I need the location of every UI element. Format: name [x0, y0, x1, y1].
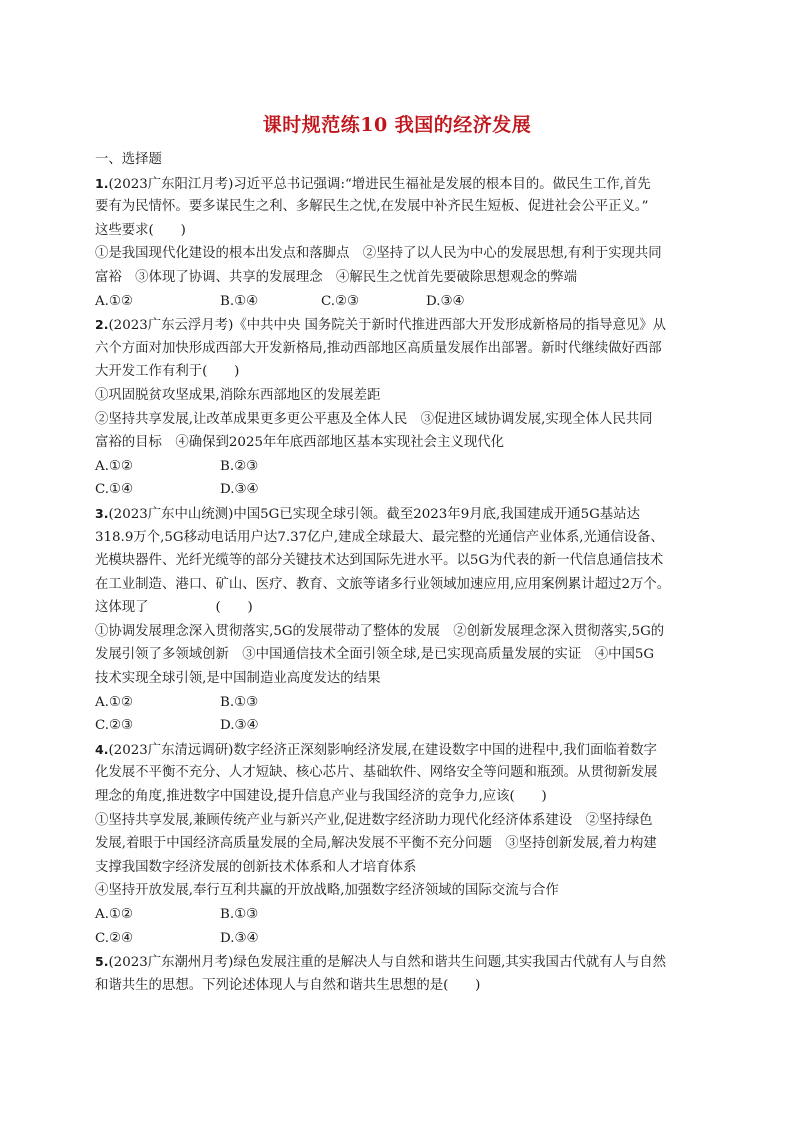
options-row [95, 691, 725, 715]
option-a[interactable]: A.①② [95, 907, 133, 922]
option-c[interactable]: C.②④ [95, 930, 134, 946]
option-d[interactable]: D.③④ [220, 718, 259, 734]
question-text-line: 大开发工作有利于( ) [95, 364, 240, 380]
question-text-line: ①坚持共享发展,兼顾传统产业与新兴产业,促进数字经济助力现代化经济体系建设 ②坚持绿色 [95, 812, 653, 828]
question-number: 4. [95, 741, 109, 757]
option-c[interactable]: C.①④ [95, 482, 134, 498]
options-row [95, 290, 725, 314]
option-b[interactable]: B.②③ [220, 458, 259, 474]
question-text-line: 这体现了 ( ) [95, 600, 253, 616]
question-text-line: 和谐共生的思想。下列论述体现人与自然和谐共生思想的是( ) [95, 977, 481, 993]
question-text-line: 318.9万个,5G移动电话用户达7.37亿户,建成全球最大、最完整的光通信产业体系,光通信设备、 [95, 529, 664, 545]
option-a[interactable]: A.①② [95, 293, 133, 309]
question-text-line: 理念的角度,推进数字中国建设,提升信息产业与我国经济的竞争力,应该( ) [95, 789, 547, 805]
question-text-line: 富裕 ③体现了协调、共享的发展理念 ④解民生之忧首先要破除思想观念的弊端 [95, 269, 578, 285]
question-text-line: 要有为民情怀。要多谋民生之利、多解民生之忧,在发展中补齐民生短板、促进社会公平正义。” [95, 199, 649, 215]
question-text-line: 发展,着眼于中国经济高质量发展的全局,解决发展不平衡不充分问题 ③坚持创新发展,着力构建 [95, 836, 657, 852]
option-c[interactable]: C.②③ [321, 293, 360, 309]
option-d[interactable]: D.③④ [220, 930, 259, 946]
question-number: 3. [95, 505, 109, 521]
question-body [95, 148, 725, 997]
question-text-line: 富裕的目标 ④确保到2025年年底西部地区基本实现社会主义现代化 [95, 435, 505, 451]
question-1 [95, 172, 725, 314]
option-b[interactable]: B.①③ [220, 694, 259, 710]
question-text-line: (2023广东清远调研)数字经济正深刻影响经济发展,在建设数字中国的进程中,我们面临着数字 [108, 742, 657, 758]
options-row [95, 455, 725, 479]
question-text-line: ④坚持开放发展,奉行互利共赢的开放战略,加强数字经济领域的国际交流与合作 [95, 883, 559, 899]
question-text-line: ②坚持共享发展,让改革成果更多更公平惠及全体人民 ③促进区域协调发展,实现全体人民共同 [95, 411, 653, 427]
question-3 [95, 502, 725, 738]
options-row [95, 478, 725, 502]
question-number: 2. [95, 317, 109, 333]
option-d[interactable]: D.③④ [426, 293, 465, 309]
question-number: 5. [95, 954, 109, 970]
page-title: 课时规范练10 我国的经济发展 [262, 114, 532, 136]
option-a[interactable]: A.①② [95, 694, 133, 710]
question-text-line: (2023广东阳江月考)习近平总书记强调:“增进民生福祉是发展的根本目的。做民生工作,首先 [108, 176, 651, 192]
question-text-line: (2023广东潮州月考)绿色发展注重的是解决人与自然和谐共生问题,其实我国古代就有人与自然 [108, 955, 667, 971]
option-d[interactable]: D.③④ [220, 482, 259, 498]
option-b[interactable]: B.①④ [220, 293, 259, 309]
question-4 [95, 738, 725, 950]
question-text-line: 在工业制造、港口、矿山、医疗、教育、文旅等诸多行业领域加速应用,应用案例累计超过2万个。 [95, 576, 671, 592]
question-5 [95, 950, 725, 997]
question-text-line: 技术实现全球引领,是中国制造业高度发达的结果 [95, 671, 381, 687]
question-text-line: (2023广东云浮月考)《中共中央 国务院关于新时代推进西部大开发形成新格局的指导意见》从 [108, 318, 667, 334]
question-text-line: 化发展不平衡不充分、人才短缺、核心芯片、基础软件、网络安全等问题和瓶颈。从贯彻新发展 [95, 765, 658, 781]
section-heading: 一、选择题 [95, 152, 162, 167]
options-row [95, 927, 725, 951]
question-text-line: ①是我国现代化建设的根本出发点和落脚点 ②坚持了以人民为中心的发展思想,有利于实现共同 [95, 246, 662, 262]
question-text-line: ①巩固脱贫攻坚成果,消除东西部地区的发展差距 [95, 387, 381, 403]
options-row [95, 714, 725, 738]
question-text-line: 光模块器件、光纤光缆等的部分关键技术达到国际先进水平。以5G为代表的新一代信息通信技术 [95, 553, 664, 569]
question-text-line: ①协调发展理念深入贯彻落实,5G的发展带动了整体的发展 ②创新发展理念深入贯彻落实,5G的 [95, 623, 665, 639]
question-text-line: (2023广东中山统测)中国5G已实现全球引领。截至2023年9月底,我国建成开通5G基站达 [108, 506, 640, 522]
question-text-line: 这些要求( ) [95, 222, 186, 238]
option-c[interactable]: C.②③ [95, 718, 134, 734]
question-number: 1. [95, 175, 109, 191]
question-text-line: 六个方面对加快形成西部大开发新格局,推动西部地区高质量发展作出部署。新时代继续做好西部 [95, 340, 662, 356]
question-2 [95, 313, 725, 502]
option-b[interactable]: B.①③ [220, 907, 259, 922]
question-text-line: 支撑我国数字经济发展的创新技术体系和人才培育体系 [95, 859, 417, 875]
options-row [95, 903, 725, 927]
option-a[interactable]: A.①② [95, 458, 133, 474]
question-text-line: 发展引领了多领域创新 ③中国通信技术全面引领全球,是已实现高质量发展的实证 ④中国5G [95, 647, 655, 663]
